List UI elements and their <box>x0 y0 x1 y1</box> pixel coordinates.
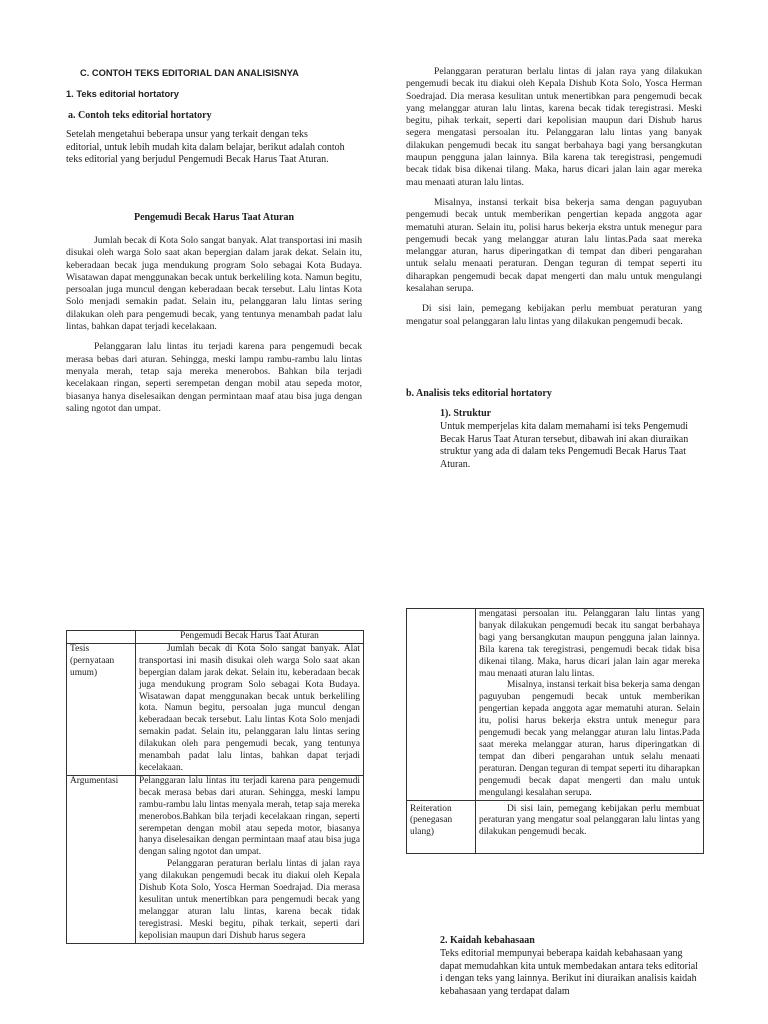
article-title: Pengemudi Becak Harus Taat Aturan <box>133 212 295 223</box>
struktur-heading: 1). Struktur <box>440 408 492 419</box>
cell-paragraph: Pelanggaran lalu lintas itu terjadi karena para pengemudi becak merasa bebas dari aturan. Sehingga, meski lampu rambu-rambu lalu lintas menyala merah, tetap saja mereka menerobos.Bahkan bila terjadi kecelakaan ringan, seperti serempetan dengan mobil atau sepeda motor, biasanya hanya diselesaikan dengan permintaan maaf atau bisa juga dengan saling ngotot dan umpat. <box>139 775 360 858</box>
struktur-text: Untuk memperjelas kita dalam memahami isi teks Pengemudi Becak Harus Taat Aturan tersebut, dibawah ini akan diuraikan struktur yang ada di dalam teks Pengemudi Becak Harus Taat Aturan. <box>440 421 689 470</box>
structure-table-right <box>406 608 704 854</box>
table-row <box>67 643 364 775</box>
cell-paragraph: Pelanggaran peraturan berlalu lintas di jalan raya yang dilakukan pengemudi becak itu diakui oleh Kepala Dishub Kota Solo, Yosca Herman Soedrajad. Dia merasa kesulitan untuk menertibkan para pengemudi becak yang melanggar aturan lalu lintas, karena becak tidak teregistrasi. Meski begitu, pihak terkait, seperti dari kepolisian maupun dari Dishub harus segera <box>139 859 360 941</box>
subheading-1a: a. Contoh teks editorial hortatory <box>68 110 212 121</box>
table-row <box>407 609 704 801</box>
article-left <box>66 235 362 415</box>
intro-paragraph: Setelah mengetahui beberapa unsur yang terkait dengan teks editorial, untuk lebih mudah kita dalam belajar, berikut adalah contoh teks editorial yang berjudul Pengemudi Becak Harus Taat Aturan. <box>66 129 345 165</box>
row-label: Tesis (pernyataan umum) <box>67 643 136 775</box>
article-paragraph: Misalnya, instansi terkait bisa bekerja sama dengan paguyuban pengemudi becak untuk memberikan pengertian kepada anggota agar mematuhi aturan. Selain itu, polisi harus bekerja ekstra untuk menegur para pengemudi becak yang melanggar aturan lalu lintas.Pada saat mereka melanggar aturan, harus diperingatkan di tempat dan diberi pengarahan untuk selalu menaati peraturan. Dengan teguran di tempat seperti itu diharapkan pengemudi becak dapat mengerti dan malu untuk mengulangi kesalahan serupa. <box>406 196 702 295</box>
table-cell <box>476 800 704 854</box>
cell-paragraph: Di sisi lain, pemegang kebijakan perlu membuat peraturan yang mengatur soal pelanggaran lalu lintas yang dilakukan pengemudi becak. <box>479 803 700 838</box>
cell-paragraph: Jumlah becak di Kota Solo sangat banyak. Alat transportasi ini masih disukai oleh warga Solo saat akan bepergian dalam jarak dekat. Selain itu, keberadaan becak juga mendukung program Solo sebagai Kota Budaya. Wisatawan dapat menggunakan becak untuk berkeliling kota. Namun begitu, persoalan juga muncul dengan keberadaan becak tersebut. Lalu lintas Kota Solo menjadi semakin padat. Selain itu, pelanggaran lalu lintas sering dilakukan oleh para pengemudi becak, yang tentunya menambah padat lalu lintas, bahkan dapat terjadi kecelakaan. <box>139 643 360 773</box>
structure-table-left <box>66 630 364 944</box>
kaidah-heading: 2. Kaidah kebahasaan <box>440 935 535 946</box>
row-label <box>407 609 476 801</box>
cell-paragraph: mengatasi persoalan itu. Pelanggaran lalu lintas yang banyak dilakukan pengemudi becak itu sangat berbahaya bagi yang bersangkutan maupun pengguna jalan lainnya. Bila karena tak teregistrasi, pengemudi becak tidak bisa dikenai tilang. Maka, harus dicari jalan lain agar mereka mau menaati aturan lalu lintas. <box>479 609 700 679</box>
analysis-heading: b. Analisis teks editorial hortatory <box>406 388 552 399</box>
row-label: Reiteration (penegasan ulang) <box>407 800 476 854</box>
table-cell <box>136 643 364 775</box>
table-row <box>67 775 364 943</box>
table-row <box>67 631 364 644</box>
table-title: Pengemudi Becak Harus Taat Aturan <box>136 631 364 644</box>
table-cell <box>476 609 704 801</box>
article-paragraph: Jumlah becak di Kota Solo sangat banyak. Alat transportasi ini masih disukai oleh warga Solo saat akan bepergian dalam jarak dekat. Selain itu, keberadaan becak juga mendukung program Solo sebagai Kota Budaya. Wisatawan dapat menggunakan becak untuk berkeliling kota. Namun begitu, persoalan juga muncul dengan keberadaan becak tersebut. Lalu lintas Kota Solo menjadi semakin padat. Selain itu, pelanggaran lalu lintas sering dilakukan oleh para pengemudi becak, yang tentunya menambah padat lalu lintas, bahkan dapat terjadi kecelakaan. <box>66 235 362 333</box>
section-title: C. CONTOH TEKS EDITORIAL DAN ANALISISNYA <box>80 68 299 78</box>
article-paragraph: Pelanggaran lalu lintas itu terjadi karena para pengemudi becak merasa bebas dari aturan. Sehingga, meski lampu rambu-rambu lalu lintas menyala merah, tetap saja mereka menerobos. Bahkan bila terjadi kecelakaan ringan, seperti serempetan dengan mobil atau sepeda motor, biasanya hanya diselesaikan dengan permintaan maaf atau bisa juga dengan saling ngotot dan umpat. <box>66 341 362 414</box>
article-paragraph: Pelanggaran peraturan berlalu lintas di jalan raya yang dilakukan pengemudi becak itu diakui oleh Kepala Dishub Kota Solo, Yosca Herman Soedrajad. Dia merasa kesulitan untuk menertibkan para pengemudi becak yang melanggar aturan lalu lintas, karena becak tidak teregistrasi. Meski begitu, pihak terkait, seperti dari kepolisian maupun dari Dishub harus segera mengatasi persoalan itu. Pelanggaran lalu lintas yang banyak dilakukan pengemudi becak itu sangat berbahaya bagi yang bersangkutan maupun pengguna jalan lainnya. Bila karena tak teregistrasi, pengemudi becak tidak bisa dikenai tilang. Maka, harus dicari jalan lain agar mereka mau menaati aturan lalu lintas. <box>406 66 702 188</box>
article-paragraph: Di sisi lain, pemegang kebijakan perlu membuat peraturan yang mengatur soal pelanggaran lalu lintas yang dilakukan pengemudi becak. <box>406 303 702 327</box>
article-right <box>406 66 702 328</box>
kaidah-text: Teks editorial mempunyai beberapa kaidah kebahasaan yang dapat memudahkan kita untuk membedakan antara teks editorial i dengan teks yang lainnya. Berikut ini diuraikan analisis kaidah kebahasaan yang terdapat dalam <box>440 948 698 997</box>
subheading-1: 1. Teks editorial hortatory <box>66 89 179 99</box>
table-row <box>407 800 704 854</box>
table-cell <box>67 631 136 644</box>
row-label: Argumentasi <box>67 775 136 943</box>
table-cell <box>136 775 364 943</box>
cell-paragraph: Misalnya, instansi terkait bisa bekerja sama dengan paguyuban pengemudi becak untuk memberikan pengertian kepada anggota agar mematuhi aturan. Selain itu, polisi harus bekerja ekstra untuk menegur para pengemudi becak yang melanggar aturan lalu lintas.Pada saat mereka melanggar aturan, harus diperingatkan di tempat dan diberi pengarahan untuk selalu menaati peraturan. Dengan teguran di tempat seperti itu diharapkan pengemudi becak dapat mengerti dan malu untuk mengulangi kesalahan serupa. <box>479 680 700 798</box>
